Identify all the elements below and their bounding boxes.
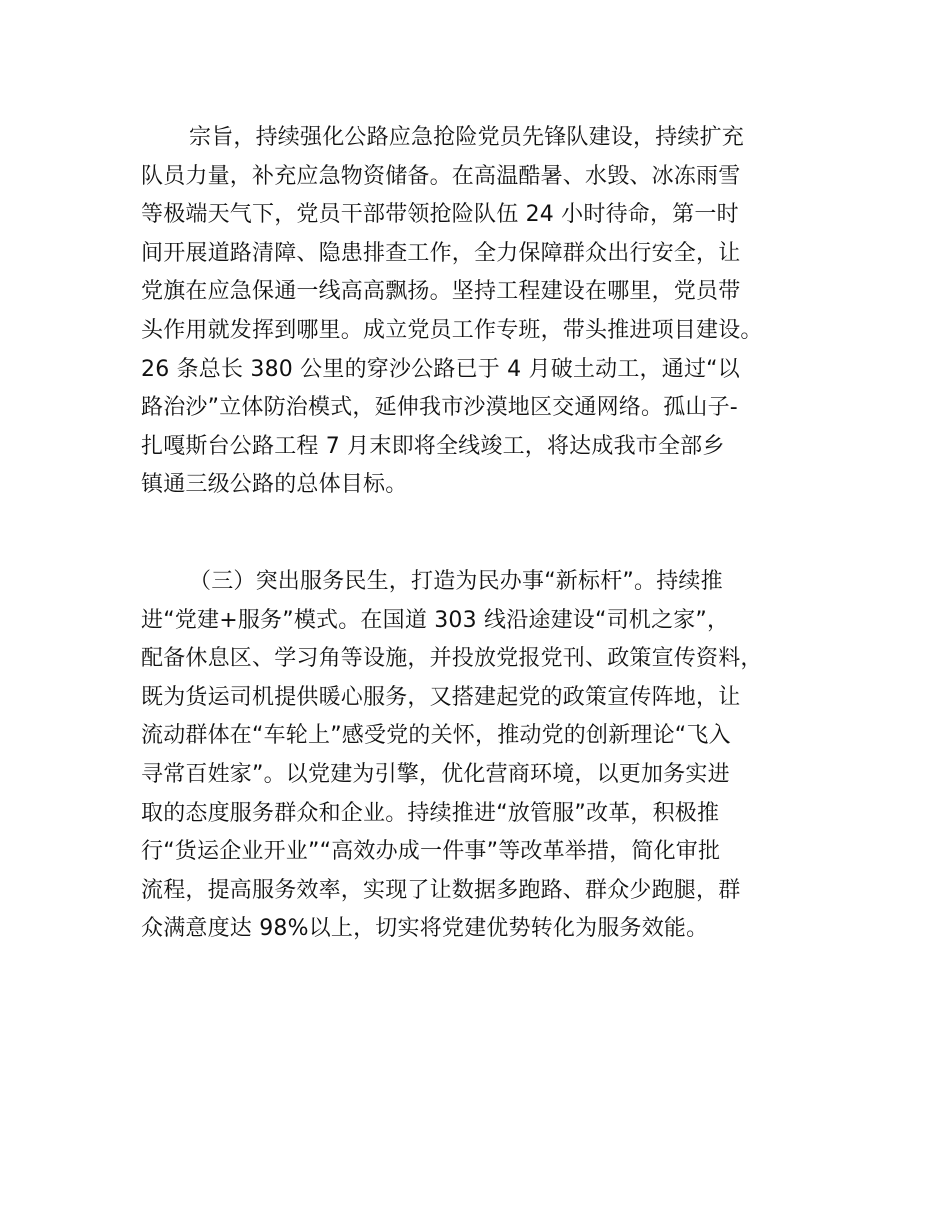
text-line: （三）突出服务民生，打造为民办事“新标杆”。持续推 bbox=[189, 569, 723, 594]
text-line: 等极端天气下，党员干部带领抢险队伍 24 小时待命，第一时 bbox=[141, 202, 739, 228]
text-line: 扎嘎斯台公路工程 7 月末即将全线竣工，将达成我市全部乡 bbox=[141, 433, 725, 459]
text-line: 取的态度服务群众和企业。持续推进“放管服”改革，积极推 bbox=[141, 800, 720, 826]
text-line: 流程，提高服务效率，实现了让数据多跑路、群众少跑腿，群 bbox=[141, 877, 741, 903]
paragraph-party-vanguard bbox=[141, 119, 841, 505]
text-line: 间开展道路清障、隐患排查工作，全力保障群众出行安全，让 bbox=[141, 240, 741, 266]
text-line: 队员力量，补充应急物资储备。在高温酷暑、水毁、冰冻雨雪 bbox=[141, 163, 741, 189]
text-line: 党旗在应急保通一线高高飘扬。坚持工程建设在哪里，党员带 bbox=[141, 279, 741, 305]
text-line: 宗旨，持续强化公路应急抢险党员先锋队建设，持续扩充 bbox=[189, 125, 745, 150]
text-line: 镇通三级公路的总体目标。 bbox=[141, 472, 408, 498]
text-line: 流动群体在“车轮上”感受党的关怀，推动党的创新理论“飞入 bbox=[141, 723, 731, 749]
text-line: 路治沙”立体防治模式，延伸我市沙漠地区交通网络。孤山子- bbox=[141, 395, 738, 421]
text-line: 众满意度达 98%以上，切实将党建优势转化为服务效能。 bbox=[141, 916, 709, 942]
text-line: 26 条总长 380 公里的穿沙公路已于 4 月破土动工，通过“以 bbox=[141, 356, 740, 382]
text-line: 行“货运企业开业”“高效办成一件事”等改革举措，简化审批 bbox=[141, 839, 721, 865]
text-line: 既为货运司机提供暖心服务，又搭建起党的政策宣传阵地，让 bbox=[141, 684, 741, 710]
paragraph-service-livelihood bbox=[141, 563, 841, 949]
text-line: 寻常百姓家”。以党建为引擎，优化营商环境，以更加务实进 bbox=[141, 761, 730, 787]
text-line: 进“党建+服务”模式。在国道 303 线沿途建设“司机之家”， bbox=[141, 607, 730, 633]
text-line: 配备休息区、学习角等设施，并投放党报党刊、政策宣传资料， bbox=[141, 646, 763, 672]
text-line: 头作用就发挥到哪里。成立党员工作专班，带头推进项目建设。 bbox=[141, 317, 763, 343]
